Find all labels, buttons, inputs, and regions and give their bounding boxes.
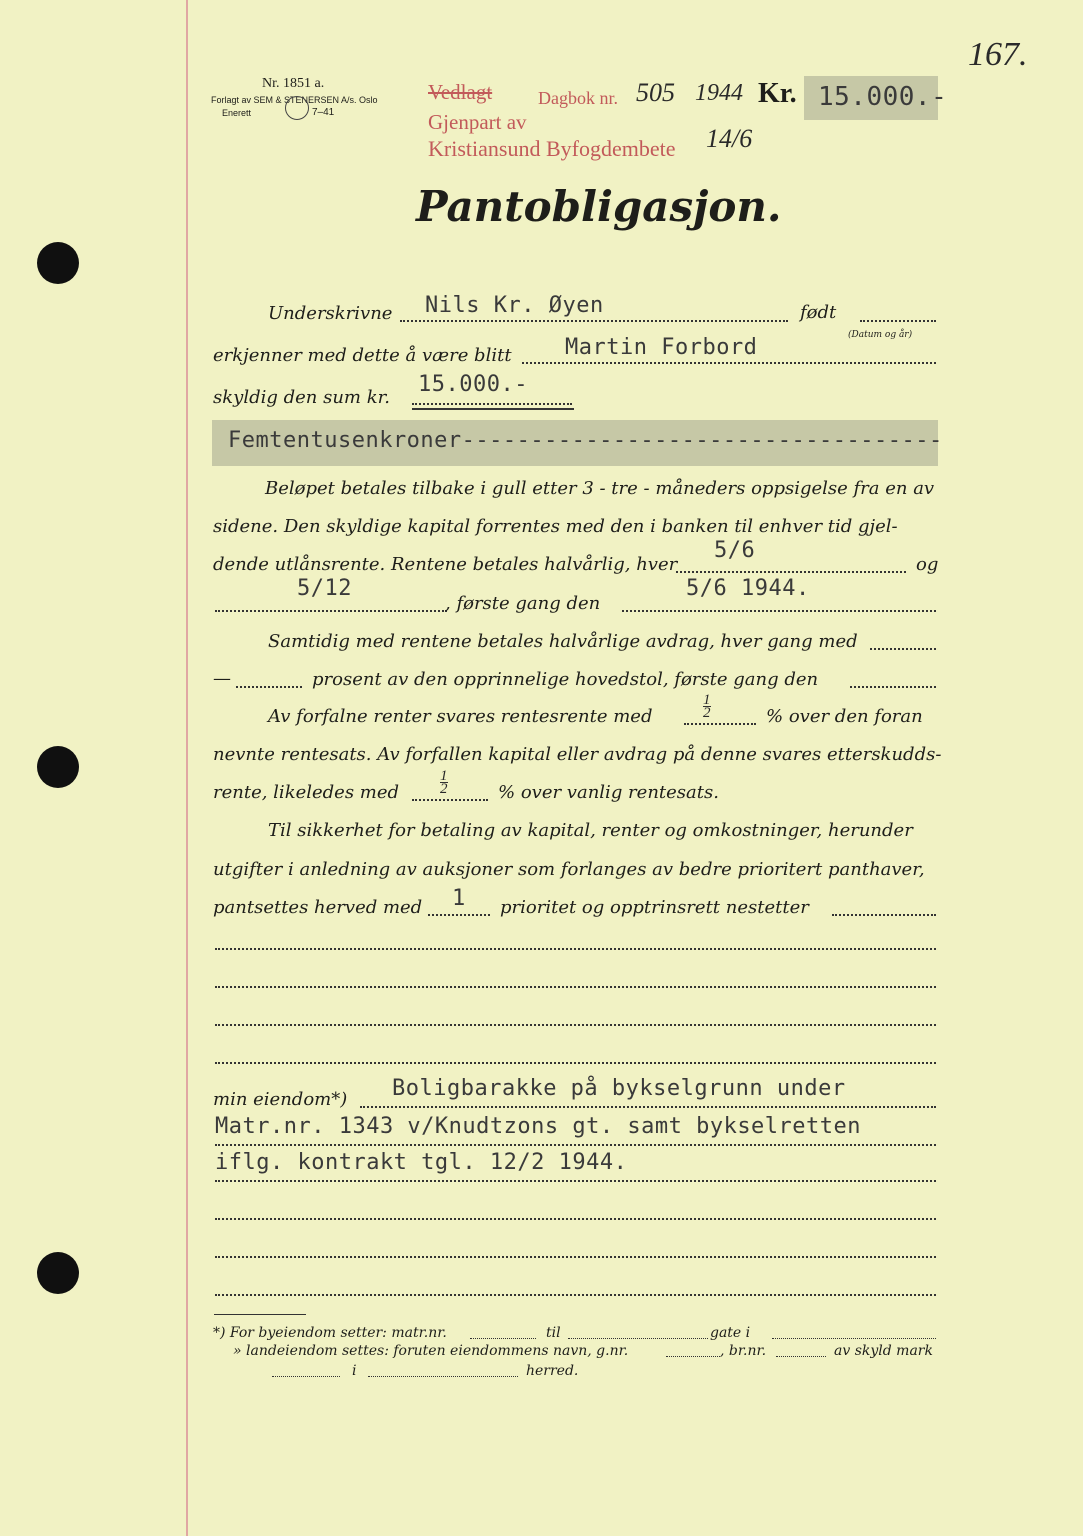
p4-line3: pantsettes herved med [213,897,423,918]
property-label: min eiendom*) [213,1089,348,1110]
p2-line2-dots [236,686,302,688]
property-line-2: Matr.nr. 1343 v/Knudtzons gt. samt bykselretten [215,1114,862,1139]
p2-line1: Samtidig med rentene betales halvårlige avdrag, hver gang med [268,631,858,652]
blank-line-5 [215,1218,936,1220]
creditor-label: erkjenner med dette å være blitt [213,345,512,366]
p2-line2: prosent av den opprinnelige hovedstol, første gang den [312,669,819,690]
sum-words: Femtentusenkroner----------------------------------- [228,428,943,453]
p4-line3-end: prioritet og opptrinsrett nestetter [500,897,809,918]
footnote-dots-1 [470,1338,536,1339]
first-time-value: 5/6 1944. [686,576,810,601]
born-label: født [800,302,837,323]
document-title: Pantobligasjon. [416,182,782,231]
interest-date-line-1 [676,571,906,573]
p3-line3-end: % over vanlig rentesats. [498,782,719,803]
date-hint: (Datum og år) [848,330,913,340]
priority-value: 1 [452,886,466,911]
blank-line-6 [215,1256,936,1258]
property-line-1: Boligbarakke på bykselgrunn under [392,1076,846,1101]
footnote-line2-c: av skyld mark [834,1343,933,1359]
blank-line-4 [215,1062,936,1064]
form-date-code: 7–41 [312,107,335,118]
punch-hole-bottom [37,1252,79,1294]
amount-value: 15.000.- [818,82,948,112]
property-line-3: iflg. kontrakt tgl. 12/2 1944. [215,1150,628,1175]
footnote-dots-7 [368,1376,518,1377]
p1-line3: dende utlånsrente. Rentene betales halvårlig, hver [213,554,678,575]
sum-line [412,403,572,405]
footnote-line2-a: » landeiendom settes: foruten eiendommens navn, g.nr. [233,1343,629,1359]
property-line-3-dots [215,1180,936,1182]
p3-line1: Av forfalne renter svares rentesrente med [268,706,653,727]
footnote-line1-a: *) For byeiendom setter: matr.nr. [213,1325,447,1341]
footnote-rule [214,1314,306,1315]
p3-line2: nevnte rentesats. Av forfallen kapital eller avdrag på denne svares etterskudds- [213,744,942,765]
sum-underline [412,408,574,410]
footnote-line3-a: i [352,1363,357,1379]
p3-rate2-line [412,799,488,801]
creditor-value: Martin Forbord [565,335,758,360]
stamp-office: Kristiansund Byfogdembete [428,136,676,161]
dagbok-number: 505 [636,78,675,107]
p3-rate2-num: 1 [440,768,448,784]
form-number: Nr. 1851 a. [262,76,325,91]
p3-line3: rente, likeledes med [213,782,400,803]
property-line-2-dots [215,1144,936,1146]
publisher-logo [285,96,309,120]
footnote-dots-3 [772,1338,936,1339]
p1-line2: sidene. Den skyldige kapital forrentes med den i banken til enhver tid gjel- [213,516,898,537]
stamp-date: 14/6 [706,124,753,153]
interest-date-line-2 [215,610,447,612]
blank-line-7 [215,1294,936,1296]
p2-dash: — [213,668,231,689]
sum-label: skyldig den sum kr. [213,387,390,408]
p3-rate1-num: 1 [703,692,711,708]
blank-line-2 [215,986,936,988]
p3-line1-end: % over den foran [766,706,923,727]
interest-date-1: 5/6 [714,538,756,563]
property-line-1-dots [360,1106,936,1108]
p3-rate2-den: 2 [440,781,448,797]
footnote-line1-c: gate i [710,1325,751,1341]
footnote-line2-b: , br.nr. [720,1343,767,1359]
p3-rate1 [703,694,711,719]
priority-line [428,914,490,916]
undersigned-value: Nils Kr. Øyen [425,293,604,318]
p2-line1-dots [870,648,936,650]
blank-line-3 [215,1024,936,1026]
first-time-line [622,610,936,612]
first-time-label: , første gang den [445,593,601,614]
form-publisher: Forlagt av SEM & STENERSEN A/s. Oslo [211,95,378,105]
p1-line3-end: og [916,554,939,575]
footnote-line1-b: til [546,1325,561,1341]
undersigned-line [400,320,788,322]
form-copyright: Enerett [222,108,252,118]
page-number: 167. [968,36,1028,73]
p4-line3-dots [832,914,936,916]
stamp-dagbok-label: Dagbok nr. [538,88,618,108]
blank-line-1 [215,948,936,950]
footnote-line3-b: herred. [526,1363,579,1379]
footnote-dots-5 [776,1356,826,1357]
undersigned-label: Underskrivne [268,303,393,324]
p3-rate1-line [684,723,756,725]
p4-line2: utgifter i anledning av auksjoner som forlanges av bedre prioritert panthaver, [213,859,925,880]
stamp-attached: Vedlagt [428,80,493,104]
footnote-dots-2 [568,1338,708,1339]
born-line [860,320,936,322]
creditor-line [522,362,936,364]
punch-hole-top [37,242,79,284]
margin-line [186,0,188,1536]
p1-line1: Beløpet betales tilbake i gull etter 3 - tre - måneders oppsigelse fra en av [265,478,935,499]
footnote-dots-4 [666,1356,720,1357]
p2-line2-end-dots [850,686,936,688]
stamp-copy-of: Gjenpart av [428,110,527,134]
punch-hole-middle [37,746,79,788]
p4-line1: Til sikkerhet for betaling av kapital, renter og omkostninger, herunder [268,820,913,841]
amount-label: Kr. [758,78,797,109]
interest-date-2: 5/12 [297,576,352,601]
dagbok-year: 1944 [695,80,743,106]
p3-rate1-den: 2 [703,705,711,721]
sum-value: 15.000.- [418,372,528,397]
footnote-dots-6 [272,1376,340,1377]
p3-rate2 [440,770,448,795]
